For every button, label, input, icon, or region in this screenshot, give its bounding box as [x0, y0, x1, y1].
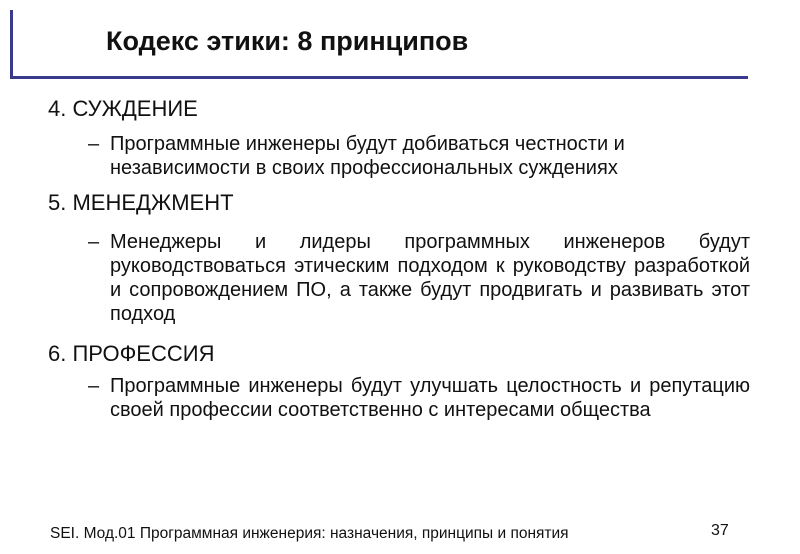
principle-text: Программные инженеры будут улучшать целостность и репутацию своей профессии соответственно с интересами общества	[110, 375, 750, 421]
page-number: 37	[711, 522, 729, 539]
principle-text: Менеджеры и лидеры программных инженеров будут руководствоваться этическим подходом к руководству разработкой и сопровождением ПО, а также будут продвигать и развивать этот подход	[110, 231, 750, 325]
slide-title: Кодекс этики: 8 принципов	[106, 26, 469, 56]
principle-profession	[88, 374, 750, 422]
section-heading-judgment: 4. СУЖДЕНИЕ	[48, 96, 198, 121]
bullet-dash: –	[88, 231, 100, 253]
footer-text: SEI. Мод.01 Программная инженерия: назначения, принципы и понятия	[50, 525, 569, 542]
section-heading-management: 5. МЕНЕДЖМЕНТ	[48, 190, 234, 215]
principle-judgment	[88, 132, 750, 180]
bullet-dash: –	[88, 375, 100, 397]
bullet-dash: –	[88, 133, 100, 155]
footer	[50, 523, 750, 554]
principle-text: Программные инженеры будут добиваться честности и независимости в своих профессиональных суждениях	[110, 133, 625, 179]
principle-management	[88, 230, 750, 326]
section-heading-profession: 6. ПРОФЕССИЯ	[48, 341, 215, 366]
